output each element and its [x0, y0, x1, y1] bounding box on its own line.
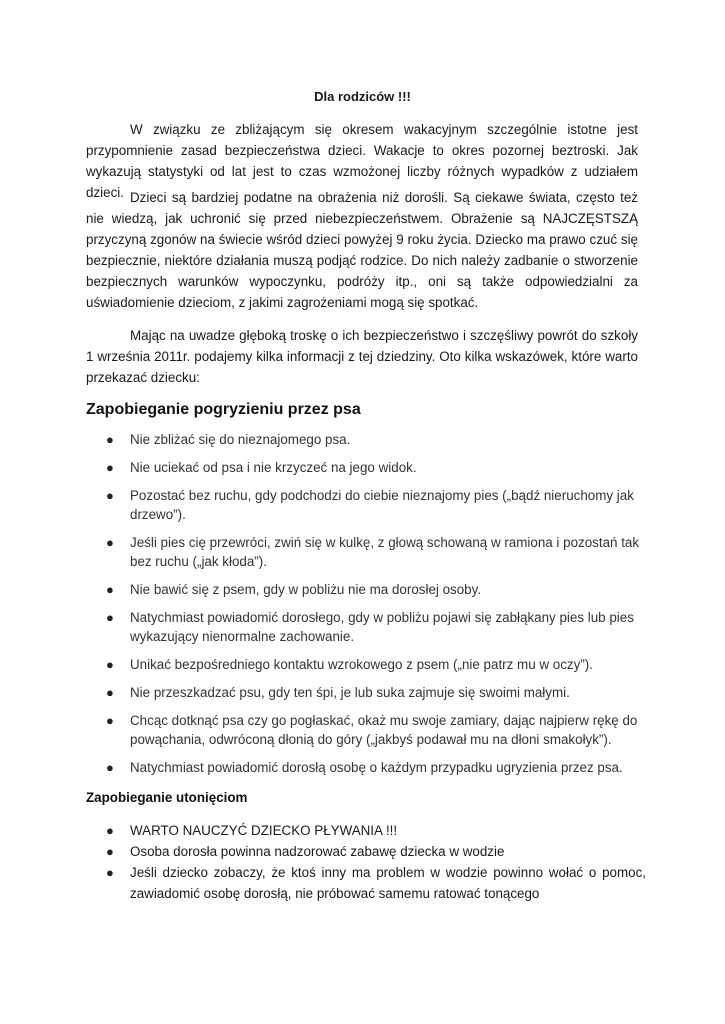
dog-bite-list: [86, 430, 646, 786]
list-item-text: Osoba dorosła powinna nadzorować zabawę dziecka w wodzie: [130, 844, 505, 859]
list-item-text: Pozostać bez ruchu, gdy podchodzi do ciebie nieznajomy pies („bądź nieruchomy jak drzewo”).: [130, 488, 634, 522]
bullet-icon: ●: [106, 685, 114, 700]
list-item: [86, 458, 646, 477]
list-item: [86, 580, 646, 599]
list-item-text: Nie zbliżać się do nieznajomego psa.: [130, 432, 351, 447]
bullet-icon: ●: [106, 760, 114, 775]
list-item: [86, 758, 646, 777]
advice-intro-paragraph: Mając na uwadze głęboką troskę o ich bezpieczeństwo i szczęśliwy powrót do szkoły 1 września 2011r. podajemy kilka informacji z tej dziedziny. Oto kilka wskazówek, które warto przekazać dziecku:: [86, 328, 638, 385]
list-item-text: Natychmiast powiadomić dorosłą osobę o każdym przypadku ugryzienia przez psa.: [130, 760, 623, 775]
bullet-icon: ●: [106, 823, 114, 838]
list-item-text: Jeśli dziecko zobaczy, że ktoś inny ma problem w wodzie powinno wołać o pomoc, zawiadomić osobę dorosłą, nie próbować samemu ratować tonącego: [130, 865, 646, 901]
bullet-icon: ●: [106, 713, 114, 728]
bullet-icon: ●: [106, 657, 114, 672]
page-title: Dla rodziców !!!: [314, 89, 411, 104]
list-item-text: Nie uciekać od psa i nie krzyczeć na jego widok.: [130, 460, 417, 475]
list-item: [86, 683, 646, 702]
bullet-icon: ●: [106, 460, 114, 475]
intro-paragraph: W związku ze zbliżającym się okresem wakacyjnym szczególnie istotne jest przypomnienie zasad bezpieczeństwa dzieci. Wakacje to okres pozornej beztroski. Jak wykazują statystyki od lat jest to czas wzmożonej liczby różnych wypadków z udziałem dzieci.: [86, 122, 638, 200]
list-item: [86, 711, 646, 749]
bullet-icon: ●: [106, 535, 114, 550]
list-item: [86, 486, 646, 524]
bullet-icon: ●: [106, 582, 114, 597]
drowning-section-heading: Zapobieganie utonięciom: [86, 790, 248, 805]
list-item-text: Chcąc dotknąć psa czy go pogłaskać, okaż mu swoje zamiary, dając najpierw rękę do powąchania, odwróconą dłonią do góry („jakbyś podawał mu na dłoni smakołyk”).: [130, 713, 638, 747]
list-item: [86, 862, 646, 904]
list-item-text: Nie przeszkadzać psu, gdy ten śpi, je lub suka zajmuje się swoimi małymi.: [130, 685, 570, 700]
list-item: [86, 820, 646, 841]
bullet-icon: ●: [106, 488, 114, 503]
drowning-list: [86, 820, 646, 904]
list-item-text: Jeśli pies cię przewróci, zwiń się w kulkę, z głową schowaną w ramiona i pozostań tak bez ruchu („jak kłoda”).: [130, 535, 640, 569]
bullet-icon: ●: [106, 610, 114, 625]
list-item-text: Unikać bezpośredniego kontaktu wzrokowego z psem („nie patrz mu w oczy”).: [130, 657, 593, 672]
list-item-text: Natychmiast powiadomić dorosłego, gdy w pobliżu pojawi się zabłąkany pies lub pies wykazujący nienormalne zachowanie.: [130, 610, 634, 644]
list-item: [86, 430, 646, 449]
bullet-icon: ●: [106, 865, 114, 880]
list-item: [86, 841, 646, 862]
list-item-text: WARTO NAUCZYĆ DZIECKO PŁYWANIA !!!: [130, 823, 398, 838]
list-item-text: Nie bawić się z psem, gdy w pobliżu nie ma dorosłej osoby.: [130, 582, 482, 597]
bullet-icon: ●: [106, 844, 114, 859]
bullet-icon: ●: [106, 432, 114, 447]
list-item: [86, 533, 646, 571]
list-item: [86, 608, 646, 646]
children-risk-paragraph: Dzieci są bardziej podatne na obrażenia niż dorośli. Są ciekawe świata, często też nie wiedzą, jak uchronić się przed niebezpieczeństwem. Obrażenie są NAJCZĘSTSZĄ przyczyną zgonów na świecie wśród dzieci powyżej 9 roku życia. Dziecko ma prawo czuć się bezpiecznie, niektóre działania muszą podjąć rodzice. Do nich należy zadbanie o stworzenie bezpiecznych warunków wypoczynku, podróży itp., oni są także odpowiedzialni za uświadomienie dzieciom, z jakimi zagrożeniami mogą się spotkać.: [86, 190, 638, 310]
dog-section-heading: Zapobieganie pogryzieniu przez psa: [86, 401, 361, 418]
list-item: [86, 655, 646, 674]
